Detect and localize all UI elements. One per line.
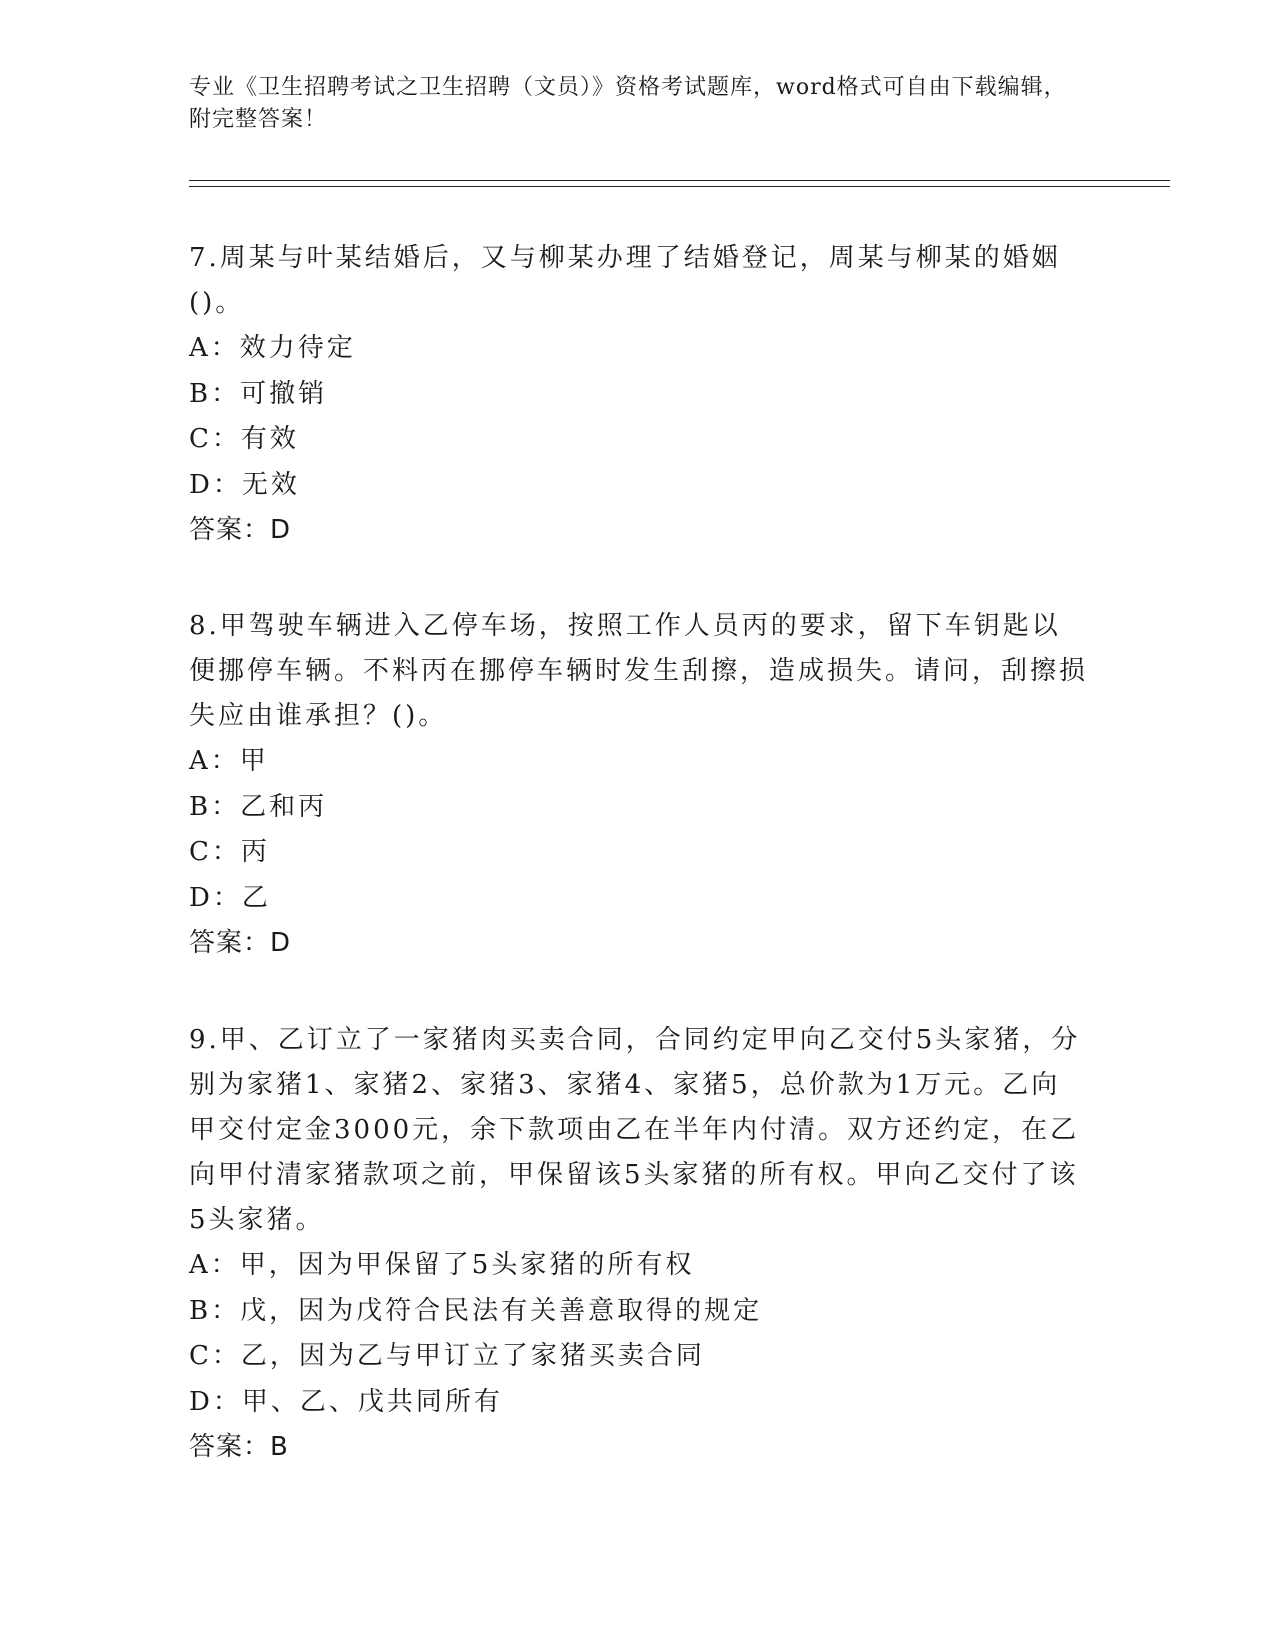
document-header: 专业《卫生招聘考试之卫生招聘（文员）》资格考试题库，word格式可自由下载编辑，附完整答案！ bbox=[189, 75, 1067, 132]
answer-line: 答案：D bbox=[189, 928, 292, 958]
option-c: C：乙，因为乙与甲订立了家猪买卖合同 bbox=[189, 1341, 705, 1371]
header-divider-bottom bbox=[189, 186, 1170, 187]
question-stem: 9.甲、乙订立了一家猪肉买卖合同，合同约定甲向乙交付5头家猪，分别为家猪1、家猪2、家猪3、家猪4、家猪5，总价款为1万元。乙向甲交付定金3000元，余下款项由乙在半年内付清。双方还约定，在乙向甲付清家猪款项之前，甲保留该5头家猪的所有权。甲向乙交付了该5头家猪。 bbox=[189, 1025, 1081, 1235]
question-8 bbox=[189, 604, 1089, 966]
question-9 bbox=[189, 1018, 1089, 1470]
option-c: C：丙 bbox=[189, 837, 270, 867]
option-a: A：甲，因为甲保留了5头家猪的所有权 bbox=[189, 1250, 695, 1280]
option-b: B：可撤销 bbox=[189, 378, 328, 409]
option-d: D：无效 bbox=[189, 469, 300, 500]
question-stem: 8.甲驾驶车辆进入乙停车场，按照工作人员丙的要求，留下车钥匙以便挪停车辆。不料丙在挪停车辆时发生刮擦，造成损失。请问，刮擦损失应由谁承担？()。 bbox=[189, 611, 1089, 731]
option-b: B：乙和丙 bbox=[189, 791, 328, 822]
option-d: D：甲、乙、戊共同所有 bbox=[189, 1386, 503, 1417]
answer-line: 答案：D bbox=[189, 515, 292, 545]
header-divider-top bbox=[189, 180, 1170, 181]
option-b: B：戊，因为戊符合民法有关善意取得的规定 bbox=[189, 1295, 763, 1326]
option-c: C：有效 bbox=[189, 424, 299, 454]
question-7 bbox=[189, 236, 1089, 553]
option-a: A：甲 bbox=[189, 746, 269, 776]
option-a: A：效力待定 bbox=[189, 333, 356, 363]
answer-line: 答案：B bbox=[189, 1432, 289, 1462]
option-d: D：乙 bbox=[189, 882, 271, 913]
question-stem: 7.周某与叶某结婚后，又与柳某办理了结婚登记，周某与柳某的婚姻()。 bbox=[189, 243, 1061, 318]
